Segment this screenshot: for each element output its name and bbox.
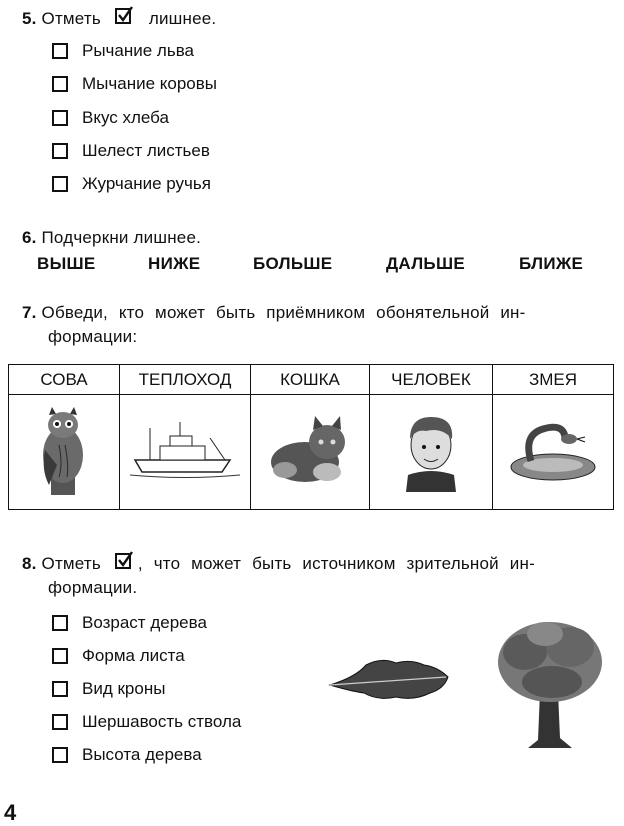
task-number: 6. <box>22 228 37 247</box>
task-6-text: Подчеркни лишнее. <box>41 228 202 247</box>
checkbox[interactable] <box>52 615 68 631</box>
ship-cell[interactable] <box>120 395 251 510</box>
page-number: 4 <box>4 800 17 825</box>
task-6-title <box>22 228 201 248</box>
word-option[interactable]: ДАЛЬШЕ <box>386 254 465 273</box>
header-cell: СОВА <box>9 365 120 395</box>
task-7-line-1: Обведи, кто может быть приёмником обонятельной ин- <box>41 303 526 322</box>
header-cell: ЧЕЛОВЕК <box>370 365 493 395</box>
owl-cell[interactable] <box>9 395 120 510</box>
checkbox[interactable] <box>52 143 68 159</box>
task-5-option[interactable] <box>52 41 194 61</box>
task-5-title <box>22 6 216 29</box>
task-number: 7. <box>22 303 37 322</box>
task-5-option[interactable] <box>52 74 217 94</box>
cat-cell[interactable] <box>251 395 370 510</box>
task-8-text-after: , что может быть источником зрительной ин- <box>137 554 535 573</box>
task-7-title <box>22 303 618 347</box>
cat-picture <box>265 412 355 487</box>
option-label: Журчание ручья <box>82 174 211 193</box>
task-5-option[interactable] <box>52 108 169 128</box>
word-option[interactable]: БЛИЖЕ <box>519 254 584 273</box>
option-label: Шершавость ствола <box>82 712 242 731</box>
option-label: Мычание коровы <box>82 74 217 93</box>
task-8-option[interactable] <box>52 646 185 666</box>
task-8-text-before: Отметь <box>41 554 101 573</box>
checkbox[interactable] <box>52 43 68 59</box>
header-cell: ТЕПЛОХОД <box>120 365 251 395</box>
checkbox[interactable] <box>52 76 68 92</box>
option-label: Форма листа <box>82 646 185 665</box>
task-5-text-after: лишнее. <box>148 9 217 28</box>
tree-picture <box>490 612 610 752</box>
task-8-line-2: формации. <box>48 578 138 597</box>
ship-picture <box>130 420 240 480</box>
option-label: Высота дерева <box>82 745 202 764</box>
task-8-title <box>22 551 618 598</box>
task-7-line-2: формации: <box>48 327 138 346</box>
checkbox[interactable] <box>52 714 68 730</box>
option-label: Вкус хлеба <box>82 108 169 127</box>
checkbox[interactable] <box>52 648 68 664</box>
snake-picture <box>503 415 603 485</box>
option-label: Возраст дерева <box>82 613 207 632</box>
word-option[interactable]: ВЫШЕ <box>37 254 96 273</box>
task-8-option[interactable] <box>52 679 165 699</box>
word-option[interactable]: БОЛЬШЕ <box>253 254 333 273</box>
checkbox[interactable] <box>52 747 68 763</box>
leaf-picture <box>326 655 456 705</box>
option-label: Вид кроны <box>82 679 166 698</box>
word-option[interactable]: НИЖЕ <box>148 254 201 273</box>
checkbox[interactable] <box>52 681 68 697</box>
header-cell: ЗМЕЯ <box>493 365 614 395</box>
checkbox[interactable] <box>52 110 68 126</box>
option-label: Шелест листьев <box>82 141 210 160</box>
task-8-option[interactable] <box>52 613 207 633</box>
task-5-option[interactable] <box>52 141 210 161</box>
task-5-option[interactable] <box>52 174 211 194</box>
task-number: 5. <box>22 9 37 28</box>
header-cell: КОШКА <box>251 365 370 395</box>
checkbox-checked-icon <box>114 6 134 26</box>
task-8-option[interactable] <box>52 712 241 732</box>
option-label: Рычание льва <box>82 41 195 60</box>
boy-picture <box>396 407 466 492</box>
task-number: 8. <box>22 554 37 573</box>
snake-cell[interactable] <box>493 395 614 510</box>
task-8-option[interactable] <box>52 745 202 765</box>
checkbox[interactable] <box>52 176 68 192</box>
checkbox-checked-icon <box>114 551 134 571</box>
boy-cell[interactable] <box>370 395 493 510</box>
owl-picture <box>29 405 99 495</box>
task-5-text-before: Отметь <box>41 9 101 28</box>
animals-table <box>8 364 614 510</box>
